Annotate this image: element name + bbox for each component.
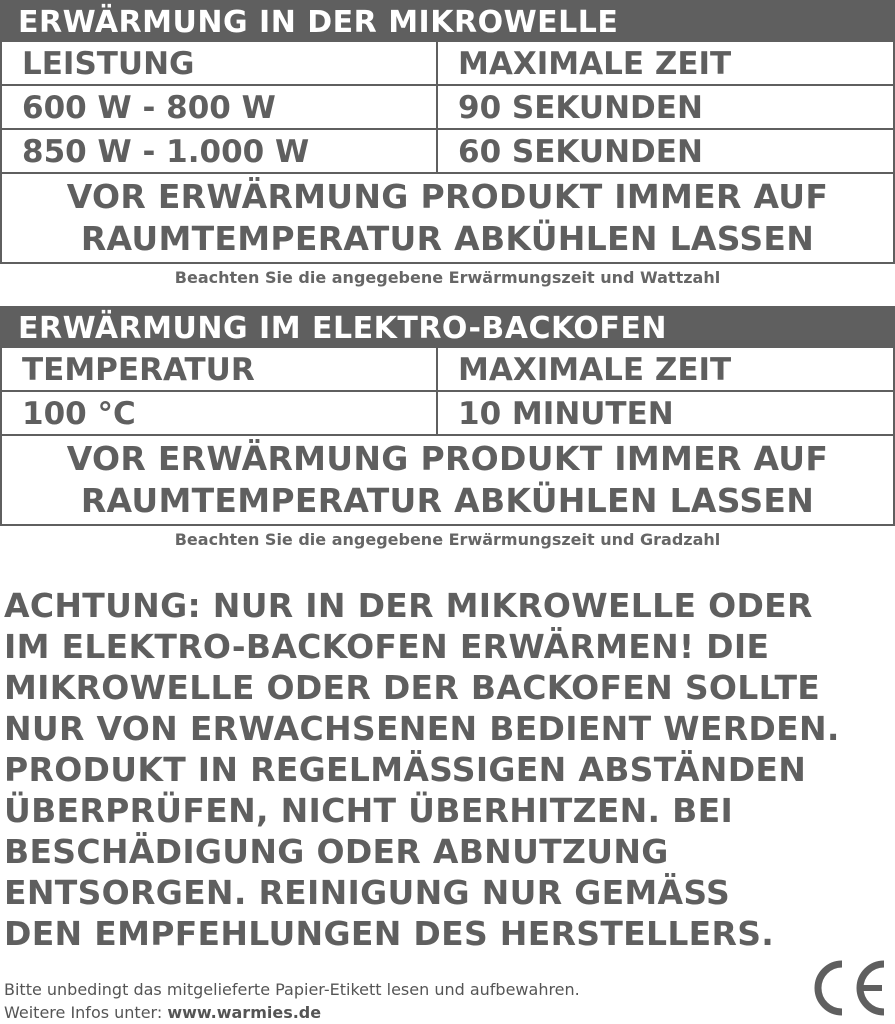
safety-line: ENTSORGEN. REINIGUNG NUR GEMÄSS xyxy=(4,873,731,912)
temperature-value: 100 °C xyxy=(2,392,438,434)
safety-line: IM ELEKTRO-BACKOFEN ERWÄRMEN! DIE xyxy=(4,627,770,666)
power-value: 600 W - 800 W xyxy=(2,86,438,128)
oven-title: ERWÄRMUNG IM ELEKTRO-BACKOFEN xyxy=(0,306,895,348)
safety-line: BESCHÄDIGUNG ODER ABNUTZUNG xyxy=(4,832,669,871)
microwave-title: ERWÄRMUNG IN DER MIKROWELLE xyxy=(0,0,895,42)
time-value: 90 SEKUNDEN xyxy=(458,90,703,126)
safety-line: ÜBERPRÜFEN, NICHT ÜBERHITZEN. BEI xyxy=(4,791,734,830)
time-value: 60 SEKUNDEN xyxy=(458,134,703,170)
column-header-power: LEISTUNG xyxy=(2,42,438,84)
table-header-row xyxy=(2,42,893,86)
safety-line: PRODUKT IN REGELMÄSSIGEN ABSTÄNDEN xyxy=(4,750,807,789)
table-header-row xyxy=(2,348,893,392)
cooling-warning xyxy=(2,436,893,526)
wattage-note: Beachten Sie die angegebene Erwärmungszeit und Wattzahl xyxy=(174,268,721,287)
power-value: 850 W - 1.000 W xyxy=(2,130,438,172)
column-header-time: MAXIMALE ZEIT xyxy=(458,46,732,82)
footer-info-prefix: Weitere Infos unter: xyxy=(4,1003,168,1022)
table-row xyxy=(2,86,893,130)
column-header-temperature: TEMPERATUR xyxy=(2,348,438,390)
table-row xyxy=(2,392,893,436)
warning-line: VOR ERWÄRMUNG PRODUKT IMMER AUF xyxy=(66,177,829,216)
safety-warning xyxy=(4,585,894,954)
warning-line: RAUMTEMPERATUR ABKÜHLEN LASSEN xyxy=(80,481,815,520)
column-header-time: MAXIMALE ZEIT xyxy=(458,352,732,388)
footer xyxy=(4,978,580,1024)
safety-line: DEN EMPFEHLUNGEN DES HERSTELLERS. xyxy=(4,914,775,953)
degree-note: Beachten Sie die angegebene Erwärmungszeit und Gradzahl xyxy=(174,530,721,549)
microwave-table xyxy=(0,42,895,264)
table-row xyxy=(2,130,893,174)
safety-line: NUR VON ERWACHSENEN BEDIENT WERDEN. xyxy=(4,709,840,748)
safety-line: ACHTUNG: NUR IN DER MIKROWELLE ODER xyxy=(4,586,813,625)
microwave-section xyxy=(0,0,895,294)
oven-section xyxy=(0,306,895,556)
ce-mark-icon xyxy=(808,958,890,1018)
website-link[interactable]: www.warmies.de xyxy=(167,1003,322,1022)
cooling-warning xyxy=(2,174,893,264)
oven-table xyxy=(0,348,895,526)
warning-line: VOR ERWÄRMUNG PRODUKT IMMER AUF xyxy=(66,439,829,478)
safety-line: MIKROWELLE ODER DER BACKOFEN SOLLTE xyxy=(4,668,821,707)
footer-info xyxy=(4,1001,580,1024)
footer-instruction: Bitte unbedingt das mitgelieferte Papier-Etikett lesen und aufbewahren. xyxy=(4,980,580,999)
warning-line: RAUMTEMPERATUR ABKÜHLEN LASSEN xyxy=(80,219,815,258)
time-value: 10 MINUTEN xyxy=(458,396,674,432)
